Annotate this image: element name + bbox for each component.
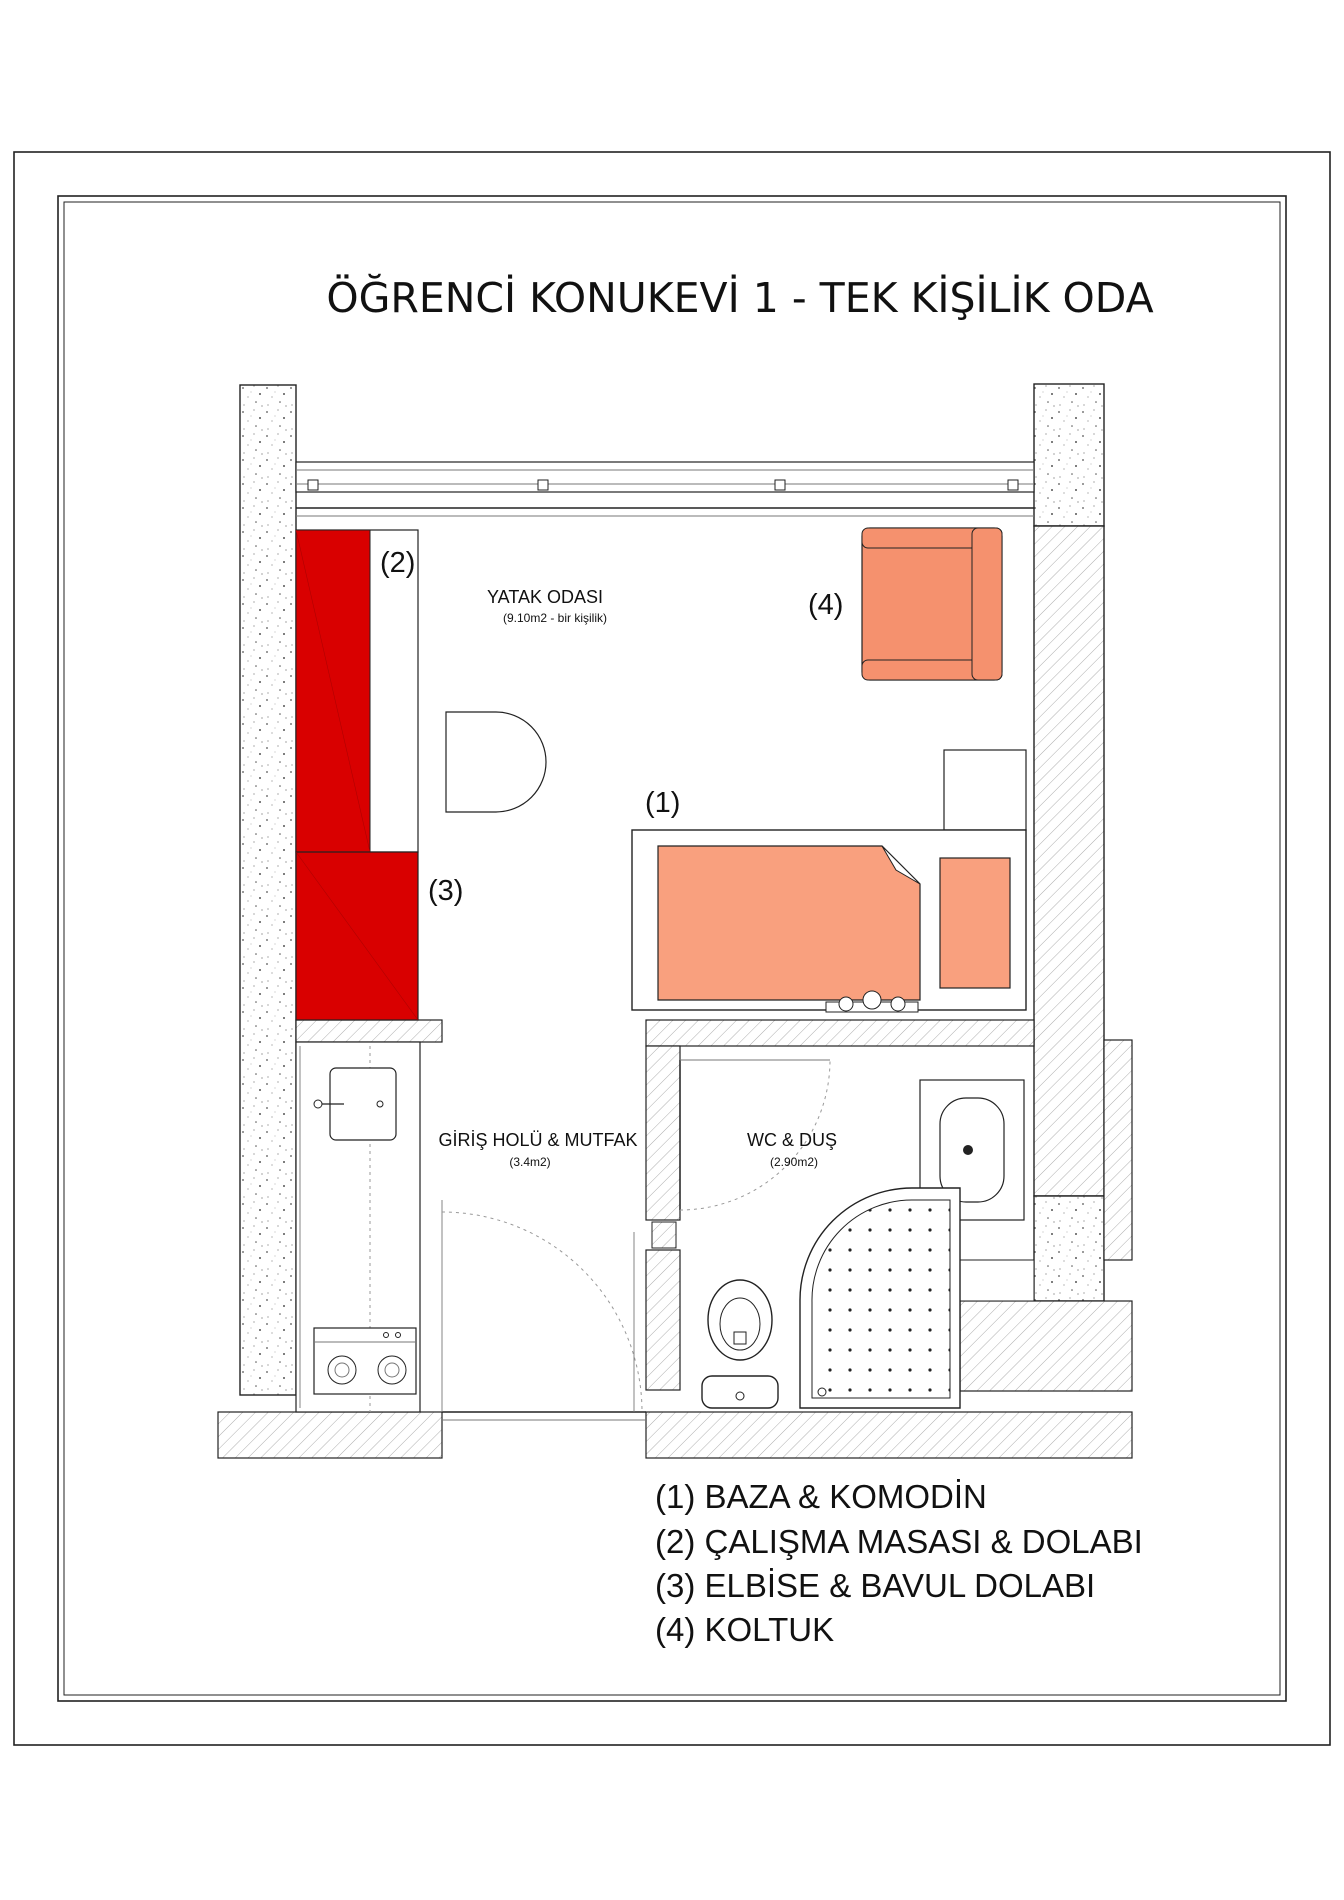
legend-item-4: (4) KOLTUK [655,1611,835,1648]
wc-partition-top [646,1020,1034,1046]
wc-area: (2.90m2) [769,1155,819,1169]
marker-1: (1) [645,787,681,819]
hall-area: (3.4m2) [509,1155,551,1169]
legend [655,1478,1143,1648]
hall-label: GİRİŞ HOLÜ & MUTFAK [438,1130,638,1150]
armchair [862,528,1002,680]
bottom-wall-mid [646,1412,1132,1458]
right-wall-ext [1104,1040,1132,1260]
shower-tray [800,1188,960,1408]
wc-door-jamb [652,1222,676,1248]
right-wall [1034,526,1104,1196]
right-pier-upper [1034,384,1104,526]
desk-chair [446,712,546,812]
wc-left-wall [646,1046,680,1220]
entry-door [442,1200,642,1412]
left-exterior-wall [240,385,296,1395]
toilet [702,1280,778,1408]
bedroom-area: (9.10m2 - bir kişilik) [502,611,608,625]
wc-left-wall-lower [646,1250,680,1390]
drawing-title: ÖĞRENCİ KONUKEVİ 1 - TEK KİŞİLİK ODA [326,274,1154,322]
marker-4: (4) [808,589,844,621]
bottom-wall-left [218,1412,442,1458]
wc-lower-right-wall [960,1260,1034,1301]
hall-partition-left [296,1020,442,1042]
legend-item-1: (1) BAZA & KOMODİN [655,1478,987,1515]
legend-item-3: (3) ELBİSE & BAVUL DOLABI [655,1567,1096,1604]
bed-and-nightstand [632,830,1026,1012]
kitchen-counter [296,1042,420,1412]
wardrobe [296,852,418,1020]
window [296,462,1034,516]
marker-3: (3) [428,875,464,907]
legend-item-2: (2) ÇALIŞMA MASASI & DOLABI [655,1523,1143,1560]
right-wall-lower [1034,1196,1104,1301]
wc-label: WC & DUŞ [747,1130,837,1150]
bedroom-label: YATAK ODASI [486,587,604,607]
right-wall-base [960,1301,1132,1391]
bedside-top [944,750,1026,830]
marker-2: (2) [380,547,416,579]
